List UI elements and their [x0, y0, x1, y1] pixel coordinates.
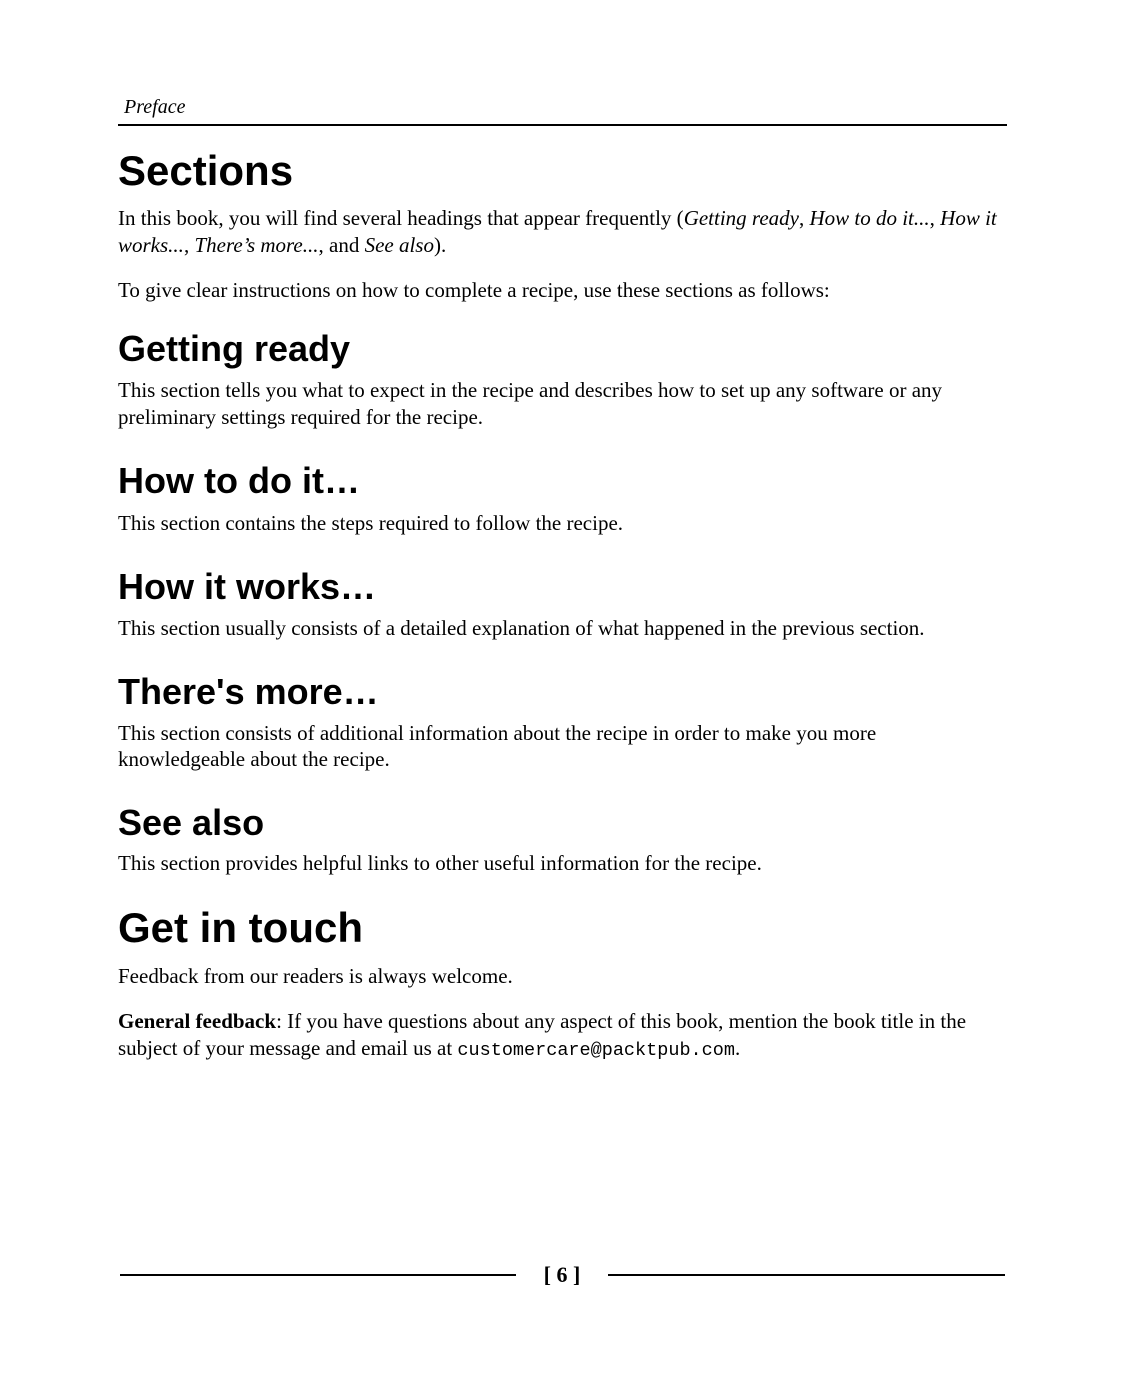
see-also-body: This section provides helpful links to other useful information for the recipe.: [118, 850, 762, 875]
intro-term-see-also: See also: [364, 232, 434, 257]
intro-term-how-it-works: How it works...: [118, 206, 997, 257]
general-feedback-label: General feedback: [118, 1009, 277, 1034]
intro-term-getting-ready: Getting ready: [683, 206, 799, 231]
how-it-works-body: This section usually consists of a detailed explanation of what happened in the previous section.: [118, 615, 925, 640]
general-feedback-end: .: [734, 1035, 741, 1060]
get-in-touch-heading: Get in touch: [118, 904, 363, 952]
intro-separator: ,: [798, 206, 810, 231]
see-also-heading: See also: [118, 801, 265, 843]
intro-text: In this book, you will find several headings that appear frequently (: [118, 206, 684, 231]
sections-heading: Sections: [118, 147, 294, 194]
intro-separator: ,: [929, 206, 941, 231]
running-header: [118, 94, 1007, 126]
intro-term-theres-more: There’s more...: [194, 232, 319, 257]
intro-term-how-to-do-it: How to do it...: [809, 206, 930, 231]
page-footer: [120, 1262, 1005, 1290]
running-title: Preface: [124, 96, 186, 118]
footer-rule-right: [608, 1274, 1005, 1276]
theres-more-heading: There's more…: [118, 671, 379, 713]
support-email: customercare@packtpub.com: [457, 1039, 735, 1061]
intro-separator: ,: [183, 232, 195, 257]
sections-intro: [118, 205, 1003, 258]
intro-text-end: ).: [433, 232, 447, 257]
getting-ready-heading: Getting ready: [118, 327, 351, 369]
getting-ready-body: This section tells you what to expect in the recipe and describes how to set up any software or any preliminary settings required for the recipe.: [118, 378, 943, 429]
general-feedback-text: : If you have questions about any aspect of this book, mention the book title in the subject of your message and email us at: [118, 1009, 967, 1060]
how-to-do-it-heading: How to do it…: [118, 460, 360, 502]
get-in-touch-intro: Feedback from our readers is always welcome.: [118, 963, 513, 988]
general-feedback-paragraph: [118, 1008, 1003, 1064]
page-content: [118, 146, 1003, 1064]
how-it-works-heading: How it works…: [118, 565, 377, 607]
theres-more-body: This section consists of additional information about the recipe in order to make you more knowledgeable about the recipe.: [118, 720, 877, 772]
footer-rule-left: [120, 1274, 516, 1276]
sections-instructions: To give clear instructions on how to complete a recipe, use these sections as follows:: [118, 278, 830, 303]
intro-separator: , and: [318, 232, 365, 257]
how-to-do-it-body: This section contains the steps required to follow the recipe.: [118, 511, 624, 536]
page-number: [ 6 ]: [543, 1262, 581, 1287]
